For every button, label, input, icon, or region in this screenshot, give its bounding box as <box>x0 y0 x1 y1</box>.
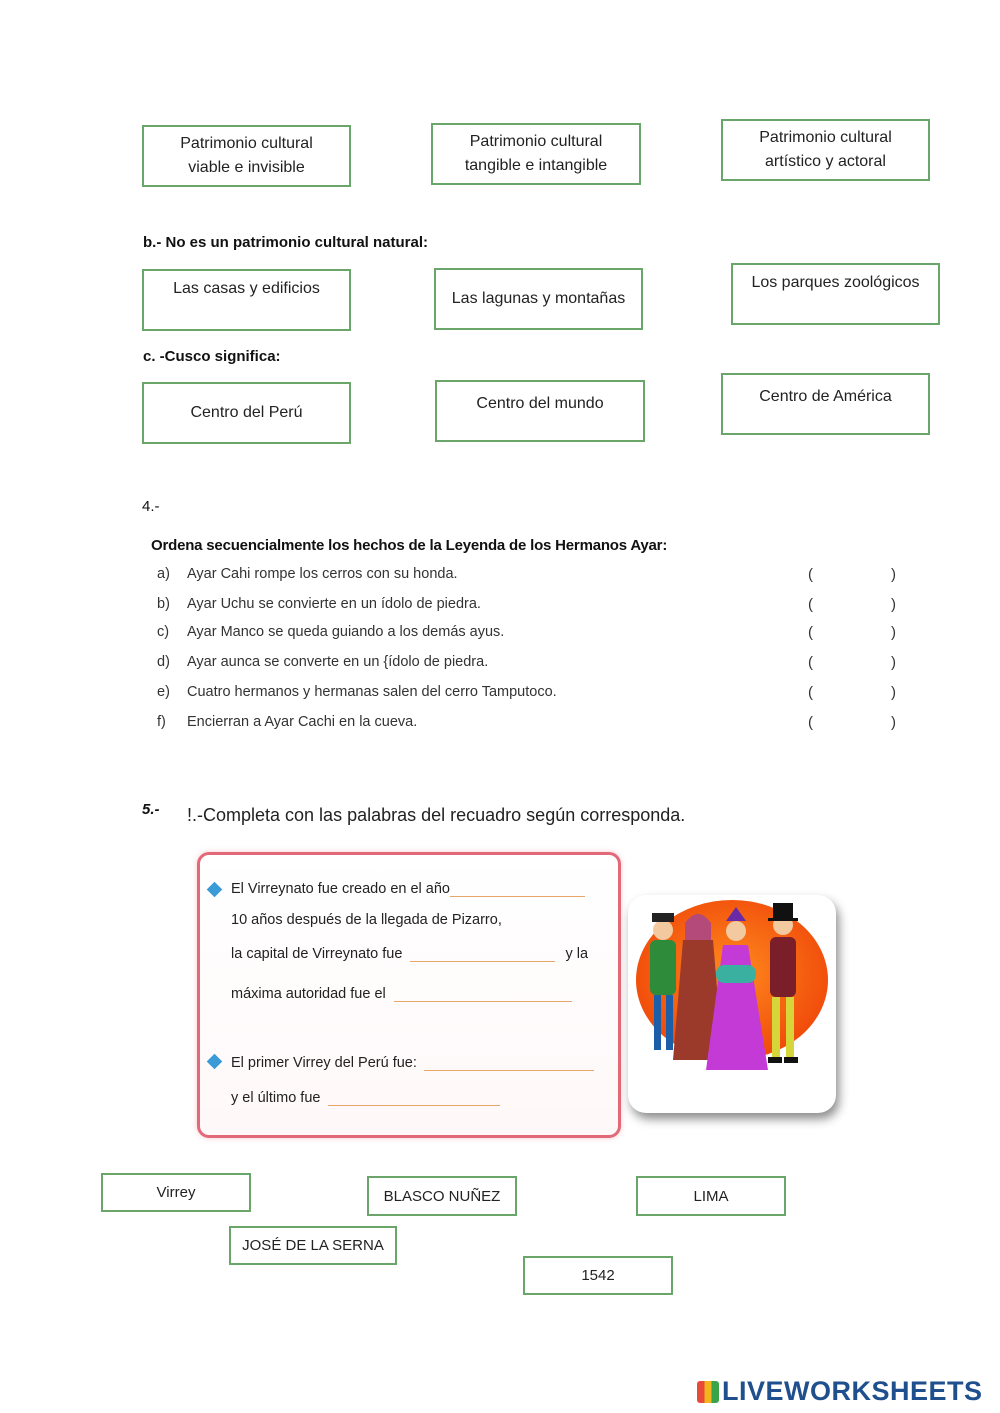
option-b-1[interactable] <box>142 269 351 331</box>
option-a-3[interactable] <box>721 119 930 181</box>
panel-line-6 <box>231 1089 500 1106</box>
question-c: c. -Cusco significa: <box>143 348 281 365</box>
ayar-item-text: Cuatro hermanos y hermanas salen del cerro Tamputoco. <box>187 684 557 700</box>
ayar-item-text: Ayar Manco se queda guiando a los demás ayus. <box>187 624 505 640</box>
paren-open: ( <box>808 596 813 613</box>
option-c-3[interactable] <box>721 373 930 435</box>
paren-open: ( <box>808 654 813 671</box>
paren-close: ) <box>891 654 896 671</box>
ayar-item-d <box>0 654 1000 678</box>
option-a-2[interactable] <box>431 123 641 185</box>
option-b-3-label: Los parques zoológicos <box>751 274 920 291</box>
panel-line-3-tail: y la <box>565 946 589 962</box>
activity-5-number: 5.- <box>142 801 160 818</box>
capital-blank[interactable] <box>410 945 555 962</box>
word-lima-label: LIMA <box>693 1187 729 1205</box>
word-lima[interactable] <box>636 1176 786 1216</box>
paren-close: ) <box>891 624 896 641</box>
option-c-2[interactable] <box>435 380 645 442</box>
order-input-e[interactable] <box>820 684 890 706</box>
ayar-item-letter: e) <box>157 684 170 700</box>
order-input-b[interactable] <box>820 596 890 618</box>
authority-blank[interactable] <box>394 985 572 1002</box>
order-input-f[interactable] <box>820 714 890 736</box>
paren-open: ( <box>808 714 813 731</box>
option-a-2-label: Patrimonio cultural tangible e intangible <box>464 133 608 174</box>
panel-line-6-text: y el último fue <box>231 1090 321 1106</box>
paren-close: ) <box>891 566 896 583</box>
ayar-item-text: Encierran a Ayar Cachi en la cueva. <box>187 714 418 730</box>
panel-line-4-text: máxima autoridad fue el <box>231 986 386 1002</box>
panel-line-2: 10 años después de la llegada de Pizarro, <box>231 912 502 928</box>
ayar-item-a <box>0 566 1000 590</box>
ayar-item-text: Ayar aunca se converte en un {ídolo de piedra. <box>187 654 489 670</box>
option-b-3[interactable] <box>731 263 940 325</box>
colonial-figures-illustration <box>628 895 836 1113</box>
ayar-item-letter: d) <box>157 654 170 670</box>
question-b: b.- No es un patrimonio cultural natural: <box>143 234 429 251</box>
ayar-item-letter: a) <box>157 566 170 582</box>
word-jose-de-la-serna[interactable] <box>229 1226 397 1265</box>
paren-close: ) <box>891 596 896 613</box>
first-viceroy-blank[interactable] <box>424 1054 594 1071</box>
ayar-item-letter: f) <box>157 714 166 730</box>
paren-close: ) <box>891 714 896 731</box>
order-input-c[interactable] <box>820 624 890 646</box>
word-virrey-label: Virrey <box>156 1184 196 1201</box>
ayar-item-text: Ayar Cahi rompe los cerros con su honda. <box>187 566 458 582</box>
panel-line-3-text: la capital de Virreynato fue <box>231 946 403 962</box>
ayar-item-e <box>0 684 1000 708</box>
word-blasco-nunez[interactable] <box>367 1176 517 1216</box>
panel-line-5-text: El primer Virrey del Perú fue: <box>231 1055 417 1071</box>
ayar-item-text: Ayar Uchu se convierte en un ídolo de piedra. <box>187 596 481 612</box>
logo-text: LIVEWORKSHEETS <box>722 1376 983 1406</box>
year-blank[interactable] <box>450 880 585 897</box>
word-virrey[interactable] <box>101 1173 251 1212</box>
word-1542-label: 1542 <box>581 1267 615 1284</box>
ayar-item-c <box>0 624 1000 648</box>
option-a-1[interactable] <box>142 125 351 187</box>
activity-5-instruction: !.-Completa con las palabras del recuadro según corresponda. <box>187 805 686 825</box>
order-input-a[interactable] <box>820 566 890 588</box>
option-b-2[interactable] <box>434 268 643 330</box>
option-a-3-label: Patrimonio cultural artístico y actoral <box>759 129 892 170</box>
option-a-1-label: Patrimonio cultural viable e invisible <box>180 135 313 176</box>
paren-open: ( <box>808 624 813 641</box>
ayar-item-letter: b) <box>157 596 170 612</box>
ayar-item-f <box>0 714 1000 738</box>
option-b-2-label: Las lagunas y montañas <box>451 290 626 307</box>
order-input-d[interactable] <box>820 654 890 676</box>
logo-badge-icon <box>697 1381 719 1403</box>
panel-line-5 <box>231 1054 594 1071</box>
option-c-1-label: Centro del Perú <box>190 404 303 421</box>
panel-line-1 <box>231 880 585 897</box>
word-blasco-nunez-label: BLASCO NUÑEZ <box>383 1187 501 1205</box>
word-1542[interactable] <box>523 1256 673 1295</box>
ayar-item-letter: c) <box>157 624 170 640</box>
liveworksheets-logo <box>697 1376 983 1407</box>
activity-4-number: 4.- <box>142 498 160 515</box>
panel-line-4 <box>231 985 572 1002</box>
option-b-1-label: Las casas y edificios <box>173 280 320 297</box>
option-c-2-label: Centro del mundo <box>476 395 604 412</box>
paren-open: ( <box>808 566 813 583</box>
last-viceroy-blank[interactable] <box>328 1089 500 1106</box>
paren-open: ( <box>808 684 813 701</box>
panel-line-1-text: El Virreynato fue creado en el año <box>231 881 450 897</box>
panel-line-3 <box>231 945 588 962</box>
option-c-3-label: Centro de América <box>759 388 892 405</box>
word-jose-de-la-serna-label: JOSÉ DE LA SERNA <box>242 1237 384 1254</box>
paren-close: ) <box>891 684 896 701</box>
ayar-item-b <box>0 596 1000 620</box>
option-c-1[interactable] <box>142 382 351 444</box>
activity-4-title: Ordena secuencialmente los hechos de la Leyenda de los Hermanos Ayar: <box>151 537 668 554</box>
